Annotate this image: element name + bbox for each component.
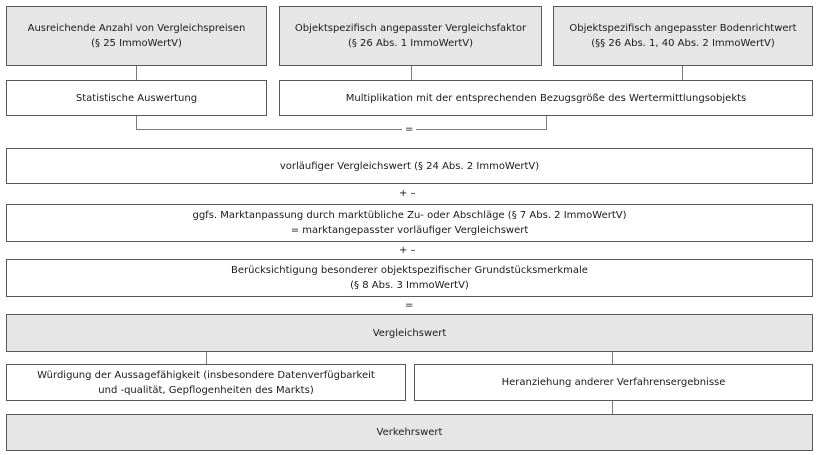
land-value-reference: (§§ 26 Abs. 1, 40 Abs. 2 ImmoWertV) <box>591 38 775 49</box>
connector-vergleichswert-left <box>206 352 207 364</box>
other-methods-box <box>414 364 813 401</box>
equals-operator-2: = <box>402 300 416 311</box>
comparison-value-label: Vergleichswert <box>372 327 447 339</box>
statistical-evaluation-label: Statistische Auswertung <box>75 92 198 104</box>
comparison-factor-box <box>279 6 542 66</box>
other-methods-label: Heranziehung anderer Verfahrensergebnisse <box>501 377 726 388</box>
special-features-box <box>6 259 813 297</box>
market-adjustment-box <box>6 204 813 242</box>
preliminary-value-label: vorläufiger Vergleichswert (§ 24 Abs. 2 ImmoWertV) <box>279 160 540 172</box>
comparison-prices-reference: (§ 25 ImmoWertV) <box>91 38 182 49</box>
special-features-line2: (§ 8 Abs. 3 ImmoWertV) <box>350 280 469 291</box>
equals-operator-1: = <box>402 124 416 135</box>
assessment-box <box>6 364 406 401</box>
assessment-line1: Würdigung der Aussagefähigkeit (insbesondere Datenverfügbarkeit <box>37 369 375 381</box>
statistical-evaluation-box <box>6 80 267 116</box>
connector-vergleichswert-right <box>612 352 613 364</box>
comparison-value-box <box>6 314 813 352</box>
connector-top-mid <box>411 66 412 80</box>
connector-top-left <box>136 66 137 80</box>
assessment-line2: und -qualität, Gepflogenheiten des Markts) <box>98 384 314 396</box>
multiplication-box <box>279 80 813 116</box>
connector-top-right <box>682 66 683 80</box>
comparison-prices-box <box>6 6 267 66</box>
market-value-label: Verkehrswert <box>376 427 443 438</box>
connector-mult-down <box>546 116 547 129</box>
comparison-prices-title: Ausreichende Anzahl von Vergleichspreisen <box>27 23 246 34</box>
connector-other-methods-down <box>612 401 613 414</box>
connector-stat-down <box>136 116 137 129</box>
land-value-title: Objektspezifisch angepasster Bodenrichtwert <box>569 23 797 34</box>
special-features-line1: Berücksichtigung besonderer objektspezifischer Grundstücksmerkmale <box>231 265 588 276</box>
market-adjustment-line1: ggfs. Marktanpassung durch marktübliche Zu- oder Abschläge (§ 7 Abs. 2 ImmoWertV) <box>192 210 627 221</box>
preliminary-value-box <box>6 148 813 184</box>
market-adjustment-line2: = marktangepasster vorläufiger Vergleichswert <box>290 225 529 236</box>
comparison-factor-title: Objektspezifisch angepasster Vergleichsfaktor <box>294 23 527 34</box>
comparison-factor-reference: (§ 26 Abs. 1 ImmoWertV) <box>347 38 474 49</box>
connector-merge-horizontal <box>136 129 547 130</box>
plus-minus-operator-2: + – <box>396 245 419 256</box>
plus-minus-operator-1: + – <box>396 188 419 199</box>
market-value-box <box>6 414 813 451</box>
multiplication-label: Multiplikation mit der entsprechenden Bezugsgröße des Wertermittlungsobjekts <box>345 92 747 104</box>
land-value-box <box>553 6 813 66</box>
